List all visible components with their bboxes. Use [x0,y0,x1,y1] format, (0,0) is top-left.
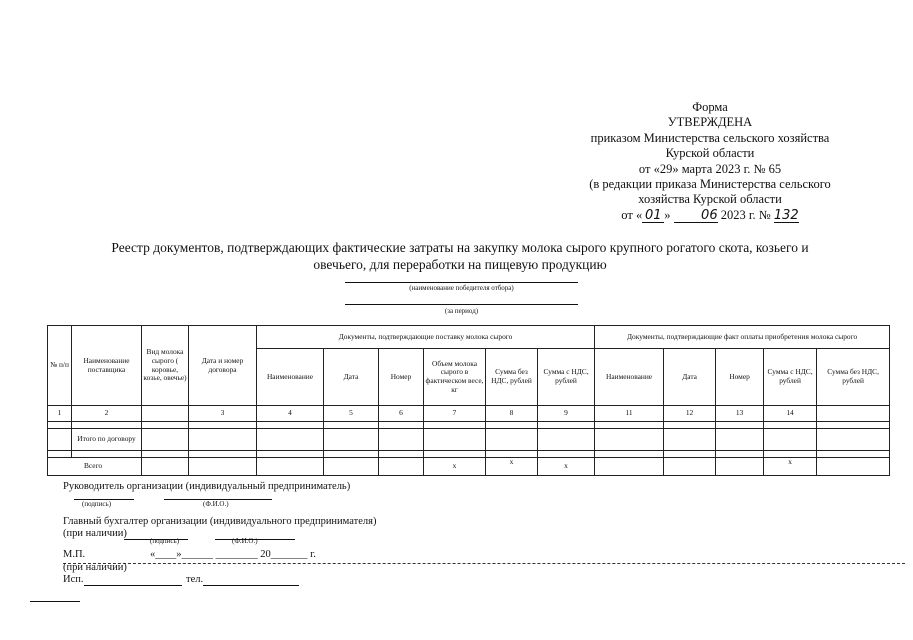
head-sign-caption: (подпись) [82,500,112,508]
executor-label: Исп. [63,574,84,585]
col-milk-type-header: Вид молока сырого ( коровье, козье, овечье) [142,326,189,406]
col-number-cell: 1 [48,406,72,422]
col-number-cell: 3 [189,406,257,422]
col-number-cell [817,406,890,422]
winner-line [345,282,578,283]
x-mark: x [424,458,486,476]
registry-table [47,325,890,476]
title-line-2: овечьего, для переработки на пищевую продукцию [313,257,607,272]
column-numbers-row [48,406,890,422]
payment-docs-header: Документы, подтверждающие факт оплаты приобретения молока сырого [595,326,890,349]
delivery-docs-header: Документы, подтверждающие поставку молока сырого [257,326,595,349]
header-line: хозяйства Курской области [638,192,782,207]
col-supplier-header: Наименование поставщика [72,326,142,406]
contract-total-label: Итого по договору [72,429,142,451]
col-number2-header: Номер [716,349,764,406]
col-number-cell: 2 [72,406,142,422]
empty-row [48,422,890,429]
col-sum-no-vat1-header: Сумма без НДС, рублей [486,349,538,406]
x-mark: x [764,458,817,476]
phone-line [203,585,299,586]
col-number1-header: Номер [379,349,424,406]
col-number-cell [142,406,189,422]
grand-total-row [48,458,890,476]
col-name1-header: Наименование [257,349,324,406]
winner-caption: (наименование победителя отбора) [409,284,514,292]
col-number-cell: 11 [595,406,664,422]
handwritten-day: 01 [642,209,664,223]
accountant-fio-caption: (Ф.И.О.) [232,537,258,545]
header-line: (в редакции приказа Министерства сельского [589,177,831,192]
period-line [345,304,578,305]
x-mark: x [486,458,538,476]
handwritten-month: 06 [674,209,718,223]
header-line: Курской области [665,146,755,161]
phone-label: тел. [186,574,204,585]
col-number-cell: 14 [764,406,817,422]
col-sum-vat1-header: Сумма с НДС, рублей [538,349,595,406]
col-volume-header: Объем молока сырого в фактическом весе, кг [424,349,486,406]
sign-date-line: «____»______ ________ 20_______ г. [150,549,316,560]
head-fio-caption: (Ф.И.О.) [203,500,229,508]
x-mark: x [538,458,595,476]
col-number-cell: 4 [257,406,324,422]
grand-total-label: Всего [48,458,142,476]
header-line: приказом Министерства сельского хозяйства [590,130,830,145]
executor-line [84,585,182,586]
col-contract-header: Дата и номер договора [189,326,257,406]
contract-total-row [48,429,890,451]
col-number-cell: 13 [716,406,764,422]
title-line-1: Реестр документов, подтверждающих фактические затраты на закупку молока сырого крупного рогатого скота, козьего и [111,240,809,255]
col-number-cell: 9 [538,406,595,422]
header-row [48,326,890,349]
col-number-cell: 12 [664,406,716,422]
handwritten-number: 132 [773,207,799,223]
footnote-line [30,601,80,602]
header-line: УТВЕРЖДЕНА [667,115,753,130]
accountant-signature-label: Главный бухгалтер организации (индивидуального предпринимателя) [63,516,377,527]
header-line: от «29» марта 2023 г. № 65 [638,161,782,176]
header-line: Форма [692,100,728,114]
period-caption: (за период) [444,307,479,315]
col-number-cell: 8 [486,406,538,422]
col-number-cell: 7 [424,406,486,422]
handwritten-date-line: от « 01 » 06 2023 г. № 132 [621,207,799,223]
scan-divider [63,563,905,564]
approval-header [560,100,860,223]
col-name2-header: Наименование [595,349,664,406]
document-title [60,239,860,273]
accountant-sign-caption: (подпись) [150,537,180,545]
accountant-if-any: (при наличии) [63,528,127,539]
col-sum-vat2-header: Сумма с НДС, рублей [764,349,817,406]
col-date1-header: Дата [324,349,379,406]
col-date2-header: Дата [664,349,716,406]
empty-row [48,451,890,458]
seal-if-any: (при наличии) [63,562,127,573]
col-sum-no-vat2-header: Сумма без НДС, рублей [817,349,890,406]
seal-label: М.П. [63,549,86,560]
head-signature-label: Руководитель организации (индивидуальный предприниматель) [63,481,351,492]
col-number-cell: 6 [379,406,424,422]
col-num-header: № п/п [48,326,72,406]
col-number-cell: 5 [324,406,379,422]
